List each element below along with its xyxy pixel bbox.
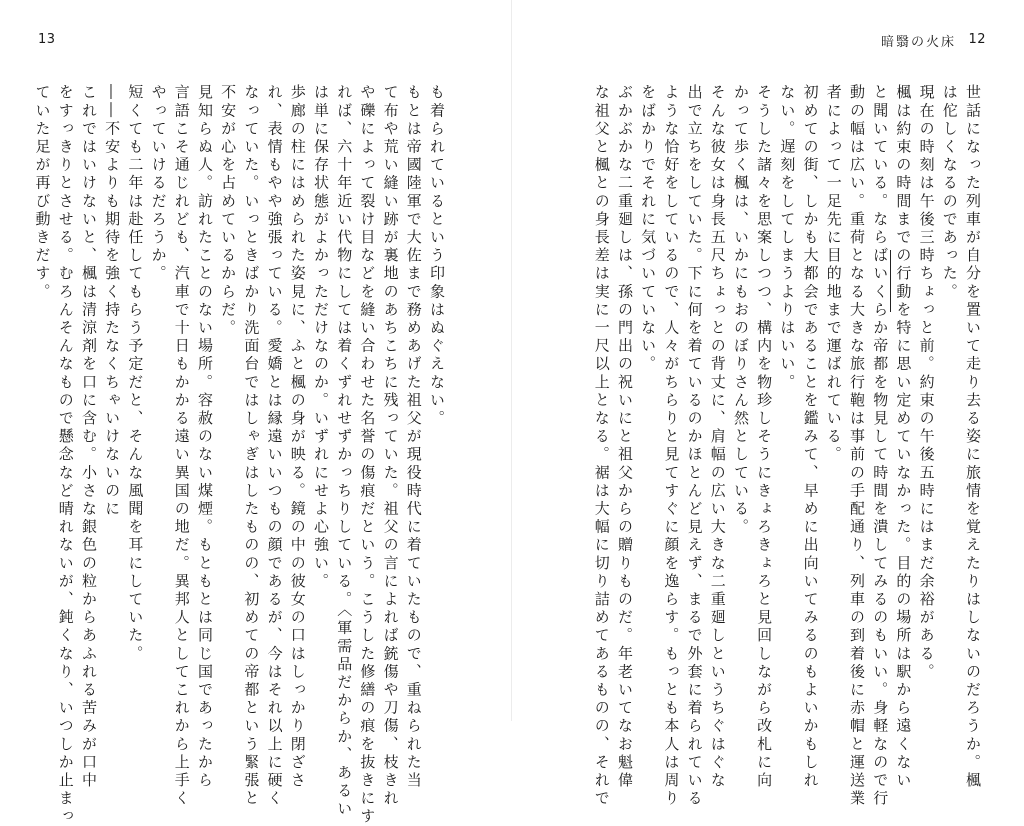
text-line: をばかりでそれに気づいていない。	[639, 84, 658, 374]
text-line: は佗しくなるのであった。	[940, 84, 959, 302]
text-line: ていた足が再び動きだす。	[33, 84, 52, 302]
text-line: そんな彼女は身長五尺ちょっとの背丈に、肩幅の広い大きな二重廻しというちぐはぐな	[708, 84, 727, 790]
text-underline-mark	[890, 250, 891, 312]
text-line: かって歩く楓は、いかにもおのぼりさん然としている。	[731, 84, 750, 537]
text-line: 見知らぬ人。訪れたことのない場所。容赦のない煤煙。もともとは同じ国であったから	[195, 84, 214, 790]
text-line: をすっきりとさせる。むろんそんなもので懸念など晴れないが、鈍くなり、いつしか止まっ	[56, 84, 75, 826]
right-page-body	[564, 84, 984, 808]
text-line: は単に保存状態がよかっただけなのか。いずれにせよ心強い。	[311, 84, 330, 591]
text-line: これではいけないと、楓は清涼剤を口に含む。小さな銀色の粒からあふれる苦みが口中	[79, 84, 98, 790]
right-page	[512, 0, 1024, 808]
text-line: 短くても二年は赴任してもらう予定だと、そんな風聞を耳にしていた。	[126, 84, 145, 664]
text-line: 不安が心を占めているからだ。	[219, 84, 238, 338]
left-page-body	[28, 84, 448, 826]
text-line: やっていけるだろうか。	[149, 84, 168, 284]
text-line: ない。遅刻をしてしまうよりはいい。	[778, 84, 797, 392]
text-line: ――不安よりも期待を強く持たなくちゃいけないのに	[103, 84, 122, 519]
text-line: 世話になった列車が自分を置いて走り去る姿に旅情を覚えたりはしないのだろうか。楓	[964, 84, 982, 790]
text-line: 初めての街、しかも大都会であることを鑑みて、早めに出向いてみるのもよいかもしれ	[801, 84, 820, 790]
text-line: や礫によって裂け目などを縫い合わせた名誉の傷痕だという。こうした修繕の痕を抜きにす	[358, 84, 377, 826]
text-line: れば、六十年近い代物にしては着くずれせずかっちりしている。〈軍需品だからか、あるい	[335, 84, 354, 819]
text-line: ぶかぶかな二重廻しは、孫の門出の祝いにと祖父からの贈りものだ。年老いてなお魁偉	[615, 84, 634, 790]
text-line: て布や荒い縫い跡が裏地のあちこちに残っていた。祖父の言によれば銃傷や刀傷、枝きれ	[381, 84, 400, 808]
text-line: と聞いている。ならばいくらか帝都を物見して時間を潰してみるのもいい。身軽なので行	[871, 84, 890, 808]
running-header: 暗翳の火床	[880, 35, 956, 50]
text-line: 歩廊の柱にはめられた姿見に、ふと楓の身が映る。鏡の中の彼女の口はしっかり閉ざさ	[288, 84, 307, 790]
text-line: 動の幅は広い。重荷となる大きな旅行鞄は事前の手配通り、列車の到着後に赤帽と運送業	[847, 84, 866, 808]
page-number-right: 12	[968, 32, 986, 47]
text-line: 言語こそ通じれども、汽車で十日もかかる遠い異国の地だ。異邦人としてこれから上手く	[172, 84, 191, 808]
text-line: もとは帝國陸軍で大佐まで務めあげた祖父が現役時代に着ていたもので、重ねられた当	[404, 84, 423, 790]
page-number-left: 13	[38, 32, 56, 47]
text-line: ような恰好をしているので、人々がちらりと見てすぐに顔を逸らす。もっとも本人は周り	[662, 84, 681, 808]
text-line: れ、表情もやや強張っている。愛嬌とは縁遠いいつもの顔であるが、今はそれ以上に硬く	[265, 84, 284, 808]
text-line: 楓は約束の時間までの行動を特に思い定めていなかった。目的の場所は駅から遠くない	[894, 84, 913, 790]
text-line: 現在の時刻は午後三時ちょっと前。約束の午後五時にはまだ余裕がある。	[917, 84, 936, 682]
text-line: も着られているという印象はぬぐえない。	[428, 84, 446, 428]
text-line: なっていた。いっときばかり洗面台ではしゃぎはしたものの、初めての帝都という緊張と	[242, 84, 261, 808]
text-line: 者によって一足先に目的地まで運ばれている。	[824, 84, 843, 465]
text-line: そうした諸々を思案しつつ、構内を物珍しそうにきょろきょろと見回しながら改札に向	[755, 84, 774, 790]
text-line: な祖父と楓との身長差は実に一尺以上となる。裾は大幅に切り詰めてあるものの、それで	[592, 84, 611, 808]
text-line: 出で立ちをしていた。下に何を着ているのかほとんど見えず、まるで外套に着られている	[685, 84, 704, 808]
